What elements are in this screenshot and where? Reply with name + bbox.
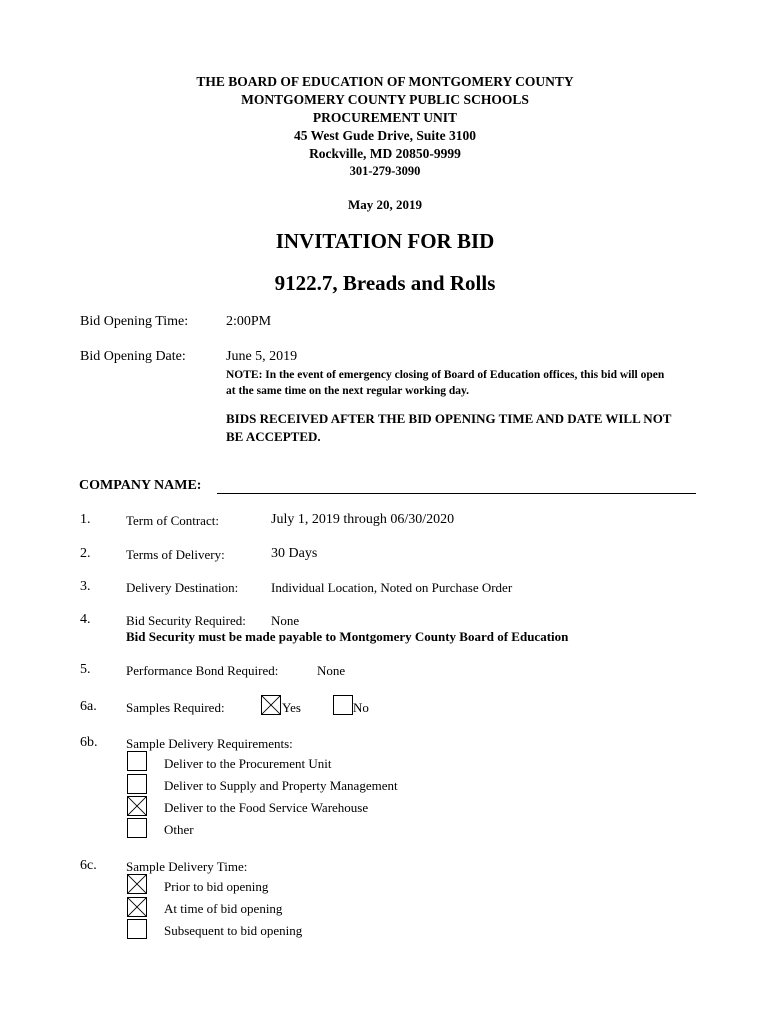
bid-opening-date-label: Bid Opening Date: (80, 349, 186, 364)
item-1-number: 1. (80, 512, 91, 527)
deliver-procurement-unit-label: Deliver to the Procurement Unit (164, 756, 332, 771)
deliver-supply-property-label: Deliver to Supply and Property Management (164, 778, 398, 793)
deliver-other-label: Other (164, 822, 194, 837)
page-title: INVITATION FOR BID (275, 229, 495, 253)
org-name: THE BOARD OF EDUCATION OF MONTGOMERY COUNTY (196, 74, 574, 89)
street-address: 45 West Gude Drive, Suite 3100 (294, 128, 476, 143)
late-bid-warning-line-1: BIDS RECEIVED AFTER THE BID OPENING TIME AND DATE WILL NOT (226, 411, 672, 426)
bid-opening-time-value: 2:00PM (226, 314, 272, 329)
deliver-other-checkbox[interactable] (127, 818, 147, 838)
item-3-number: 3. (80, 579, 91, 594)
at-time-of-bid-opening-checkbox[interactable] (127, 897, 147, 917)
bid-security-label: Bid Security Required: (126, 613, 246, 628)
company-name-label: COMPANY NAME: (79, 478, 202, 493)
unit-name: PROCUREMENT UNIT (312, 110, 458, 125)
terms-of-delivery-value: 30 Days (271, 546, 318, 561)
item-2-number: 2. (80, 546, 91, 561)
item-5-number: 5. (80, 662, 91, 677)
performance-bond-label: Performance Bond Required: (126, 663, 279, 678)
bid-security-payable-note: Bid Security must be made payable to Montgomery County Board of Education (126, 629, 569, 644)
company-name-field[interactable] (217, 493, 696, 494)
performance-bond-value: None (317, 663, 346, 678)
sample-delivery-requirements-label: Sample Delivery Requirements: (126, 736, 293, 751)
terms-of-delivery-label: Terms of Delivery: (126, 547, 225, 562)
prior-to-bid-opening-checkbox[interactable] (127, 874, 147, 894)
city-state-zip: Rockville, MD 20850-9999 (309, 146, 461, 161)
checkmark-x-icon (262, 696, 280, 714)
delivery-destination-label: Delivery Destination: (126, 580, 239, 595)
subsequent-to-bid-opening-checkbox[interactable] (127, 919, 147, 939)
item-6a-number: 6a. (80, 699, 97, 714)
subsequent-to-bid-opening-label: Subsequent to bid opening (164, 923, 303, 938)
bid-opening-time-label: Bid Opening Time: (80, 314, 189, 329)
school-system-name: MONTGOMERY COUNTY PUBLIC SCHOOLS (241, 92, 529, 107)
checkmark-x-icon (128, 898, 146, 916)
prior-to-bid-opening-label: Prior to bid opening (164, 879, 269, 894)
issue-date: May 20, 2019 (347, 197, 423, 212)
samples-required-yes-label: Yes (282, 700, 301, 715)
samples-required-label: Samples Required: (126, 700, 225, 715)
at-time-of-bid-opening-label: At time of bid opening (164, 901, 283, 916)
bid-subtitle: 9122.7, Breads and Rolls (274, 271, 496, 295)
bid-security-value: None (271, 613, 300, 628)
item-4-number: 4. (80, 612, 91, 627)
phone-number: 301-279-3090 (349, 164, 421, 178)
samples-required-no-checkbox[interactable] (333, 695, 353, 715)
deliver-food-service-warehouse-label: Deliver to the Food Service Warehouse (164, 800, 369, 815)
delivery-destination-value: Individual Location, Noted on Purchase Order (271, 580, 513, 595)
deliver-supply-property-checkbox[interactable] (127, 774, 147, 794)
emergency-note-line-2: at the same time on the next regular working day. (226, 385, 469, 397)
term-of-contract-value: July 1, 2019 through 06/30/2020 (271, 512, 455, 527)
deliver-procurement-unit-checkbox[interactable] (127, 751, 147, 771)
item-6c-number: 6c. (80, 858, 97, 873)
samples-required-no-label: No (353, 700, 369, 715)
deliver-food-service-warehouse-checkbox[interactable] (127, 796, 147, 816)
checkmark-x-icon (128, 875, 146, 893)
emergency-note-line-1: NOTE: In the event of emergency closing of Board of Education offices, this bid will open (226, 369, 665, 381)
bid-opening-date-value: June 5, 2019 (226, 349, 298, 364)
samples-required-yes-checkbox[interactable] (261, 695, 281, 715)
item-6b-number: 6b. (80, 735, 98, 750)
checkmark-x-icon (128, 797, 146, 815)
sample-delivery-time-label: Sample Delivery Time: (126, 859, 248, 874)
term-of-contract-label: Term of Contract: (126, 513, 219, 528)
late-bid-warning-line-2: BE ACCEPTED. (226, 429, 321, 444)
